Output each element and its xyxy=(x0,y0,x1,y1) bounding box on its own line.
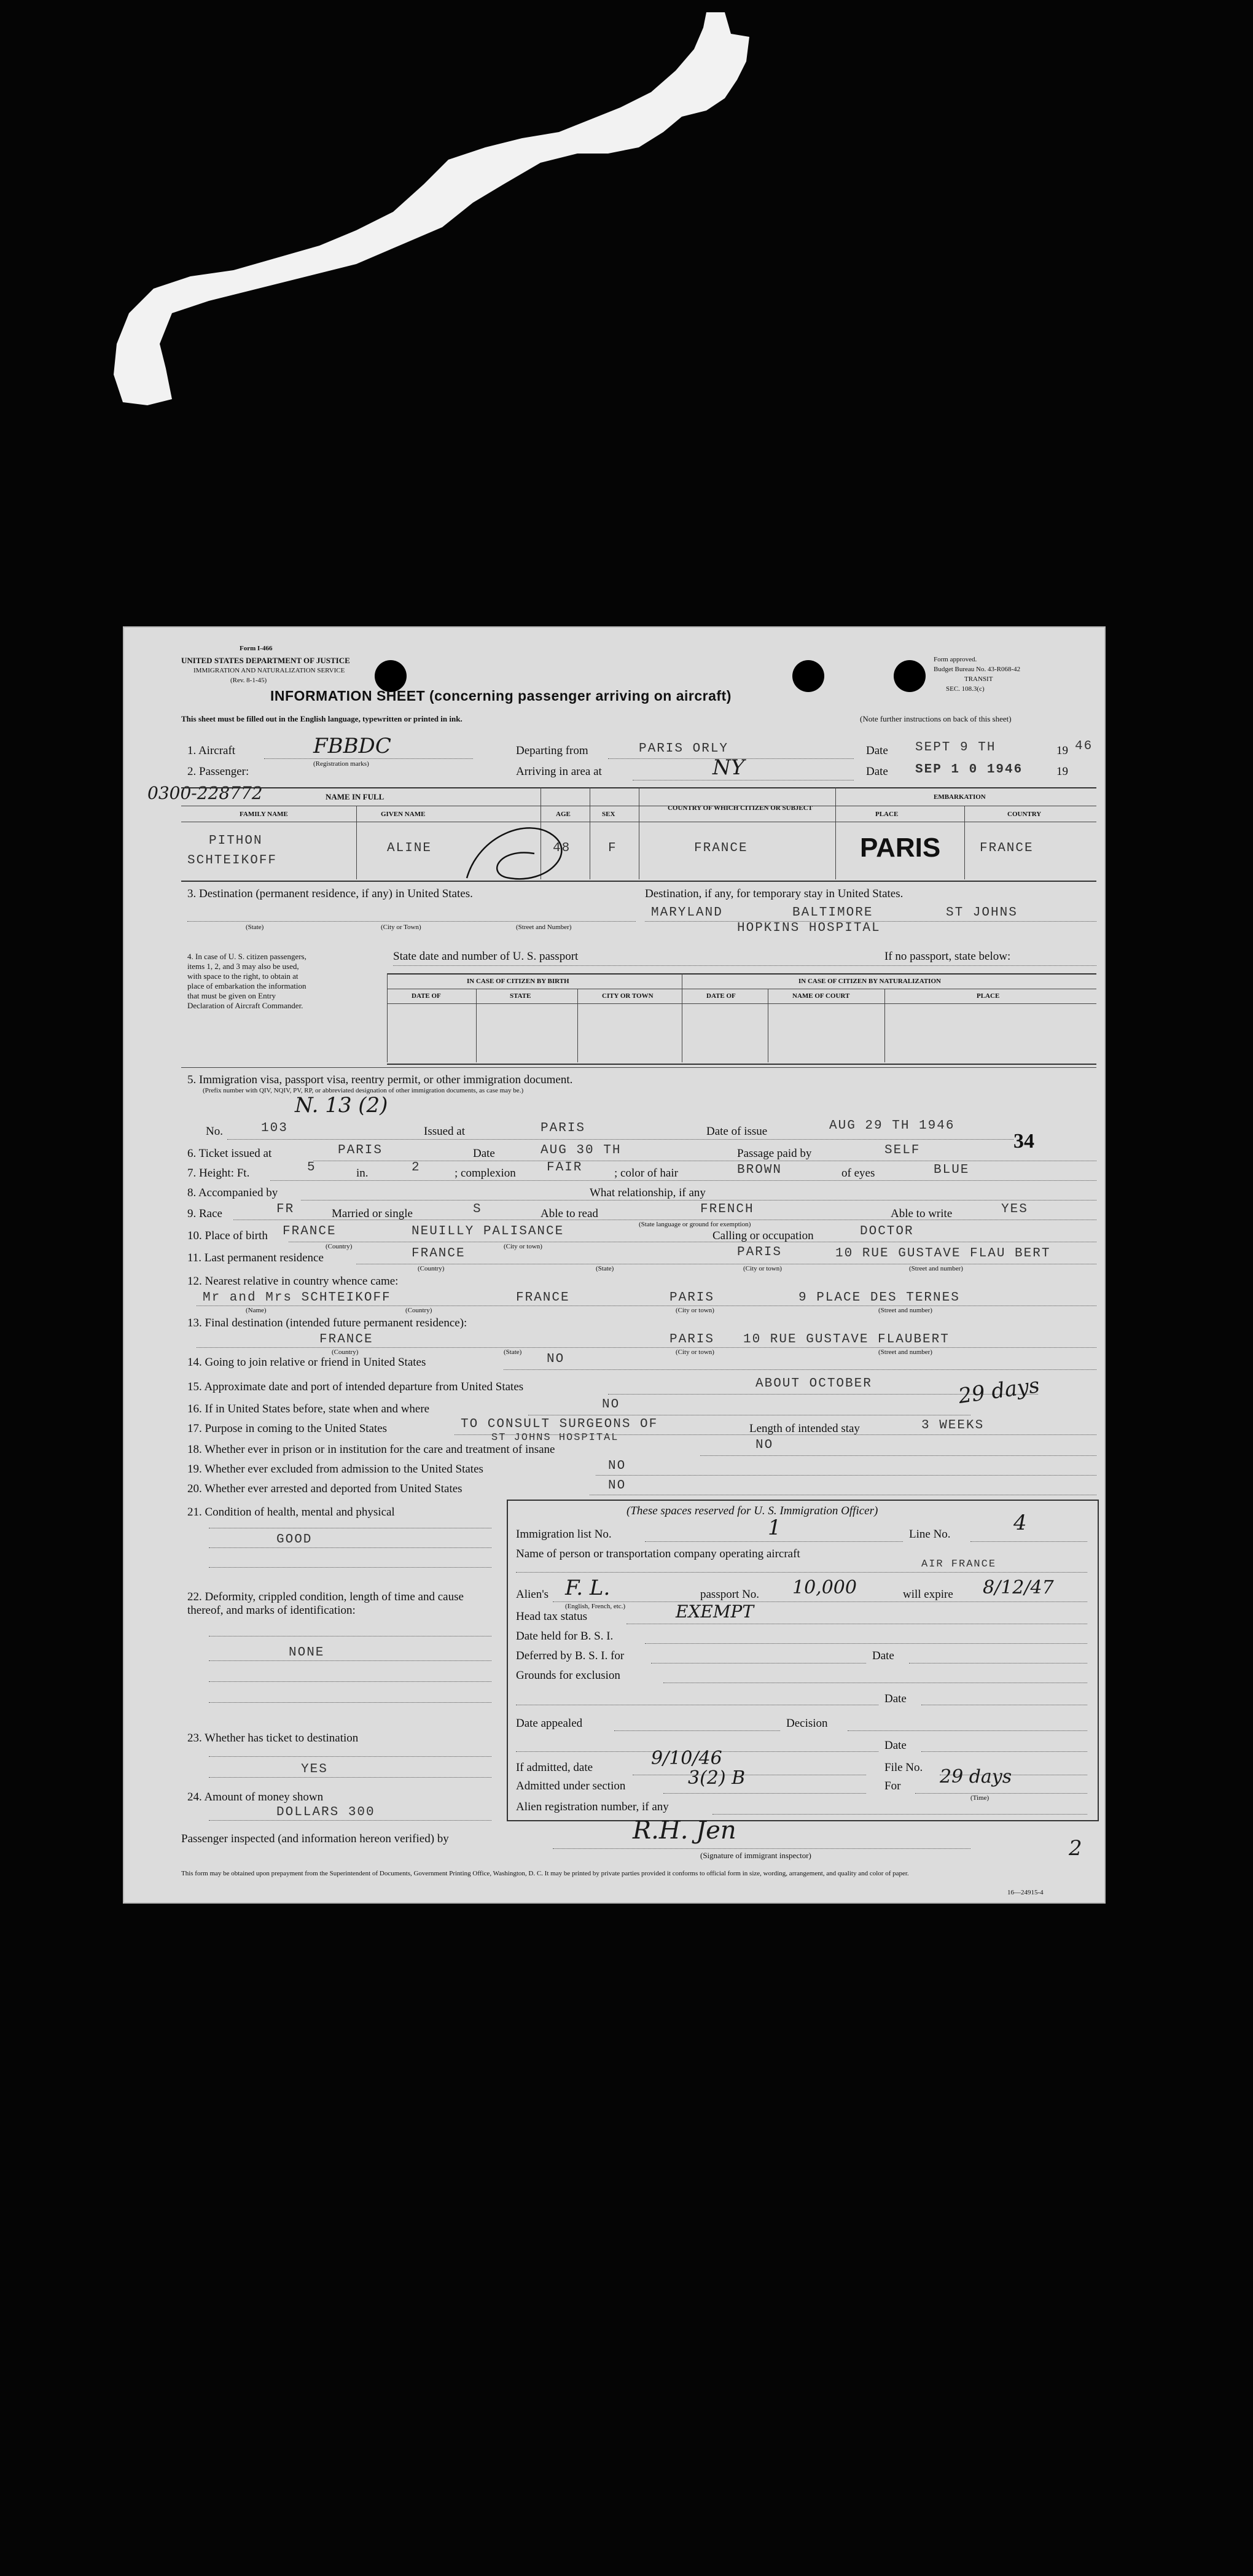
nat-place-col: PLACE xyxy=(977,992,1000,1000)
given-name-value: ALINE xyxy=(387,841,432,855)
arrival-date-stamp: SEP 1 0 1946 xyxy=(915,763,1023,777)
state-caption-3: (State) xyxy=(504,1348,522,1356)
join-relative-label: 14. Going to join relative or friend in United States xyxy=(187,1356,426,1369)
prison-value: NO xyxy=(755,1438,774,1452)
health-label: 21. Condition of health, mental and physical xyxy=(187,1506,395,1519)
visa-no-label: No. xyxy=(206,1125,223,1138)
given-name-header: GIVEN NAME xyxy=(381,811,426,818)
language-caption: (State language or ground for exemption) xyxy=(639,1221,751,1228)
read-label: Able to read xyxy=(541,1207,598,1220)
birthplace-label: 10. Place of birth xyxy=(187,1229,268,1242)
line-no-value: 4 xyxy=(1013,1511,1027,1535)
budget-bureau: Budget Bureau No. 43-R068-42 xyxy=(934,666,1021,673)
complexion-value: FAIR xyxy=(547,1161,583,1175)
relative-label: 12. Nearest relative in country whence came: xyxy=(187,1275,399,1288)
will-expire-value: 8/12/47 xyxy=(983,1577,1054,1598)
form-number: Form I-466 xyxy=(240,645,273,652)
sex-header: SEX xyxy=(602,811,615,818)
back-instruction: (Note further instructions on back of this sheet) xyxy=(860,714,1012,723)
embark-place-value: PARIS xyxy=(860,833,941,863)
embark-country-value: FRANCE xyxy=(980,841,1034,855)
aliens-label: Alien's xyxy=(516,1588,549,1601)
hair-label: ; color of hair xyxy=(614,1167,678,1180)
health-value: GOOD xyxy=(276,1533,313,1547)
ticket-destination-value: YES xyxy=(301,1762,328,1776)
company-label: Name of person or transportation company operating aircraft xyxy=(516,1547,800,1560)
no-passport-label: If no passport, state below: xyxy=(884,950,1011,963)
item5-label: 5. Immigration visa, passport visa, reentry permit, or other immigration document. xyxy=(187,1073,573,1086)
decision-date-label: Date xyxy=(884,1739,907,1752)
stamp-34: 34 xyxy=(1013,1130,1034,1153)
deferred-label: Deferred by B. S. I. for xyxy=(516,1649,625,1662)
footer-note: This form may be obtained upon prepayment from the Superintendent of Documents, Government Printing Office, Washington, D. C. It may be printed by private parties provided it conforms to official form in size, wording, arrangement, and quality and color of paper. xyxy=(181,1870,909,1877)
year-prefix-2: 19 xyxy=(1056,765,1068,778)
country-caption-4: (Country) xyxy=(332,1348,359,1356)
street-caption: (Street and Number) xyxy=(516,924,572,931)
birth-country-value: FRANCE xyxy=(283,1224,337,1239)
last-city-value: PARIS xyxy=(737,1245,783,1259)
write-value: YES xyxy=(1001,1202,1028,1216)
deferred-date-label: Date xyxy=(872,1649,894,1662)
list-no-value: 1 xyxy=(768,1516,781,1540)
write-label: Able to write xyxy=(891,1207,953,1220)
last-country-value: FRANCE xyxy=(412,1247,466,1261)
age-header: AGE xyxy=(556,811,571,818)
final-destination-label: 13. Final destination (intended future permanent residence): xyxy=(187,1317,467,1329)
country-caption-2: (Country) xyxy=(418,1265,445,1272)
date-appealed-label: Date appealed xyxy=(516,1717,583,1730)
destination-label: 3. Destination (permanent residence, if any) in United States. xyxy=(187,887,473,900)
arriving-label: Arriving in area at xyxy=(516,765,602,778)
file-number: 0300-228772 xyxy=(147,783,263,803)
read-value: FRENCH xyxy=(700,1202,754,1216)
street-caption-4: (Street and number) xyxy=(878,1348,932,1356)
section-value: 3(2) B xyxy=(688,1767,746,1789)
grounds-label: Grounds for exclusion xyxy=(516,1669,620,1682)
relationship-label: What relationship, if any xyxy=(590,1186,706,1199)
money-value: DOLLARS 300 xyxy=(276,1805,375,1819)
country-caption-3: (Country) xyxy=(405,1307,432,1314)
birth-state-col: STATE xyxy=(510,992,531,1000)
race-value: FR xyxy=(276,1202,295,1216)
company-value: AIR FRANCE xyxy=(921,1558,997,1570)
relative-name-value: Mr and Mrs SCHTEIKOFF xyxy=(203,1291,391,1305)
state-caption: (State) xyxy=(246,924,264,931)
deformity-value: NONE xyxy=(289,1646,325,1660)
temp-street-value: ST JOHNS xyxy=(946,906,1018,920)
form-approved: Form approved. xyxy=(934,656,977,663)
corner-mark: 2 xyxy=(1069,1836,1082,1861)
date-label: Date xyxy=(866,744,888,757)
departing-value: PARIS ORLY xyxy=(639,742,729,756)
year-value: 46 xyxy=(1075,739,1093,753)
for-value: 29 days xyxy=(940,1766,1012,1788)
admitted-date-label: If admitted, date xyxy=(516,1761,593,1774)
eyes-label: of eyes xyxy=(841,1167,875,1180)
paid-by-label: Passage paid by xyxy=(737,1147,812,1160)
final-city-value: PARIS xyxy=(669,1333,715,1347)
married-label: Married or single xyxy=(332,1207,413,1220)
last-street-value: 10 RUE GUSTAVE FLAU BERT xyxy=(835,1247,1051,1261)
item4-text: 4. In case of U. S. citizen passengers, items 1, 2, and 3 may also be used, with space to the right, to obtain at place of embarkation the information that must be given on Entry Declaration of Aircraft Commander. xyxy=(187,952,306,1010)
hair-value: BROWN xyxy=(737,1163,783,1177)
passenger-label: 2. Passenger: xyxy=(187,765,249,778)
registration-marks-caption: (Registration marks) xyxy=(313,760,369,768)
decision-label: Decision xyxy=(786,1717,828,1730)
eyes-value: BLUE xyxy=(934,1163,970,1177)
ticket-value: PARIS xyxy=(338,1143,383,1158)
head-tax-value: EXEMPT xyxy=(676,1601,754,1622)
name-caption: (Name) xyxy=(246,1307,267,1314)
temp-destination-label: Destination, if any, for temporary stay in United States. xyxy=(645,887,904,900)
calling-value: DOCTOR xyxy=(860,1224,914,1239)
prison-label: 18. Whether ever in prison or in institution for the care and treatment of insane xyxy=(187,1443,555,1456)
departure-label: 15. Approximate date and port of intended departure from United States xyxy=(187,1380,524,1393)
purpose-value-2: ST JOHNS HOSPITAL xyxy=(491,1432,619,1444)
inches-label: in. xyxy=(356,1167,369,1180)
naturalization-header: IN CASE OF CITIZEN BY NATURALIZATION xyxy=(798,978,941,985)
join-relative-value: NO xyxy=(547,1352,565,1366)
city-caption: (City or Town) xyxy=(381,924,421,931)
arriving-value: NY xyxy=(712,755,745,780)
country-header: COUNTRY xyxy=(1007,811,1042,818)
form-title: INFORMATION SHEET (concerning passenger arriving on aircraft) xyxy=(270,688,732,704)
revision-date: (Rev. 8-1-45) xyxy=(230,677,267,684)
issued-at-value: PARIS xyxy=(541,1121,586,1135)
service-name: IMMIGRATION AND NATURALIZATION SERVICE xyxy=(193,667,345,674)
alien-registration-label: Alien registration number, if any xyxy=(516,1800,669,1813)
calling-label: Calling or occupation xyxy=(712,1229,814,1242)
birth-city-value: NEUILLY PALISANCE xyxy=(412,1224,564,1239)
torn-paper-scrap xyxy=(0,0,1253,430)
aircraft-value: FBBDC xyxy=(313,734,391,758)
paid-by-value: SELF xyxy=(884,1143,921,1158)
height-label: 7. Height: Ft. xyxy=(187,1167,250,1180)
for-label: For xyxy=(884,1780,901,1792)
temp-street-value-2: HOPKINS HOSPITAL xyxy=(737,921,881,935)
date-held-label: Date held for B. S. I. xyxy=(516,1630,614,1643)
place-header: PLACE xyxy=(875,811,899,818)
nat-date-col: DATE OF xyxy=(706,992,736,1000)
ticket-date-value: AUG 30 TH xyxy=(541,1143,622,1158)
departure-date: SEPT 9 TH xyxy=(915,741,996,755)
married-value: S xyxy=(473,1202,482,1216)
inspected-label: Passenger inspected (and information hereon verified) by xyxy=(181,1832,449,1845)
race-label: 9. Race xyxy=(187,1207,222,1220)
department-name: UNITED STATES DEPARTMENT OF JUSTICE xyxy=(181,656,350,665)
relative-city-value: PARIS xyxy=(669,1291,715,1305)
form-code: 16—24915-4 xyxy=(1007,1889,1044,1896)
time-caption: (Time) xyxy=(970,1794,990,1802)
admitted-date-value: 9/10/46 xyxy=(651,1748,722,1769)
departure-value: ABOUT OCTOBER xyxy=(755,1377,872,1391)
family-name-header: FAMILY NAME xyxy=(240,811,288,818)
ticket-date-label: Date xyxy=(473,1147,495,1160)
will-expire-label: will expire xyxy=(903,1588,953,1601)
family-name-value-2: SCHTEIKOFF xyxy=(187,854,278,868)
date-of-issue-label: Date of issue xyxy=(706,1125,768,1138)
height-ft-value: 5 xyxy=(307,1161,316,1175)
city-caption-3: (City or town) xyxy=(743,1265,782,1272)
handwritten-days: 29 days xyxy=(956,1372,1041,1409)
before-label: 16. If in United States before, state when and where xyxy=(187,1403,430,1415)
deported-value: NO xyxy=(608,1479,626,1493)
passport-no-label: passport No. xyxy=(700,1588,760,1601)
excluded-label: 19. Whether ever excluded from admission to the United States xyxy=(187,1463,483,1476)
family-name-value: PITHON xyxy=(209,834,263,848)
transit-stamp: TRANSIT xyxy=(964,675,993,683)
sex-value: F xyxy=(608,841,617,855)
citizen-header: COUNTRY OF WHICH CITIZEN OR SUBJECT xyxy=(667,804,813,812)
passport-no-value: 10,000 xyxy=(792,1577,857,1598)
stay-value: 3 WEEKS xyxy=(921,1418,985,1433)
last-residence-label: 11. Last permanent residence xyxy=(187,1251,324,1264)
aliens-caption: (English, French, etc.) xyxy=(565,1603,626,1610)
grounds-date-label: Date xyxy=(884,1692,907,1705)
birth-date-col: DATE OF xyxy=(412,992,441,1000)
relative-street-value: 9 PLACE DES TERNES xyxy=(798,1291,960,1305)
street-caption-3: (Street and number) xyxy=(878,1307,932,1314)
ticket-destination-label: 23. Whether has ticket to destination xyxy=(187,1732,359,1745)
before-value: NO xyxy=(602,1398,620,1412)
departing-label: Departing from xyxy=(516,744,588,757)
inspector-signature: R.H. Jen xyxy=(633,1816,736,1845)
birth-city-col: CITY OR TOWN xyxy=(602,992,654,1000)
deported-label: 20. Whether ever arrested and deported from United States xyxy=(187,1482,463,1495)
purpose-label: 17. Purpose in coming to the United States xyxy=(187,1422,388,1435)
aircraft-label: 1. Aircraft xyxy=(187,744,236,757)
inches-value: 2 xyxy=(412,1161,421,1175)
age-value: 48 xyxy=(553,841,571,855)
item5-caption: (Prefix number with QIV, NQIV, PV, RP, or abbreviated designation of other immigration documents, as case may be.) xyxy=(203,1087,524,1094)
officer-box-title: (These spaces reserved for U. S. Immigration Officer) xyxy=(626,1504,878,1517)
aliens-value: F. L. xyxy=(565,1576,611,1600)
name-in-full-header: NAME IN FULL xyxy=(326,792,384,801)
punch-hole xyxy=(792,660,824,692)
signature-caption: (Signature of immigrant inspector) xyxy=(700,1851,811,1860)
admitted-under-label: Admitted under section xyxy=(516,1780,626,1792)
street-caption-2: (Street and number) xyxy=(909,1265,963,1272)
nat-court-col: NAME OF COURT xyxy=(792,992,850,1000)
year-prefix: 19 xyxy=(1056,744,1068,757)
embarkation-header: EMBARKATION xyxy=(934,793,986,801)
handwritten-scribble xyxy=(455,811,590,897)
section-ref: SEC. 108.3(c) xyxy=(946,685,985,693)
city-caption-5: (City or town) xyxy=(676,1348,714,1356)
date-of-issue-value: AUG 29 TH 1946 xyxy=(829,1119,955,1133)
money-label: 24. Amount of money shown xyxy=(187,1791,324,1804)
visa-no-value: 103 xyxy=(261,1121,288,1135)
passport-date-label: State date and number of U. S. passport xyxy=(393,950,579,963)
date-label-2: Date xyxy=(866,765,888,778)
line-no-label: Line No. xyxy=(909,1528,951,1541)
purpose-value: TO CONSULT SURGEONS OF xyxy=(461,1417,658,1431)
temp-city-value: BALTIMORE xyxy=(792,906,873,920)
temp-state-value: MARYLAND xyxy=(651,906,723,920)
punch-hole xyxy=(894,660,926,692)
final-country-value: FRANCE xyxy=(319,1333,373,1347)
head-tax-label: Head tax status xyxy=(516,1610,588,1623)
language-instruction: This sheet must be filled out in the English language, typewritten or printed in ink. xyxy=(181,714,463,723)
visa-handwritten: N. 13 (2) xyxy=(295,1093,388,1118)
accompanied-label: 8. Accompanied by xyxy=(187,1186,278,1199)
excluded-value: NO xyxy=(608,1459,626,1473)
ticket-label: 6. Ticket issued at xyxy=(187,1147,272,1160)
final-street-value: 10 RUE GUSTAVE FLAUBERT xyxy=(743,1333,950,1347)
state-caption-2: (State) xyxy=(596,1265,614,1272)
information-sheet xyxy=(123,626,1106,1904)
complexion-label: ; complexion xyxy=(455,1167,516,1180)
stay-label: Length of intended stay xyxy=(749,1422,860,1435)
relative-country-value: FRANCE xyxy=(516,1291,570,1305)
deformity-label: 22. Deformity, crippled condition, length of time and cause thereof, and marks of identification: xyxy=(187,1590,464,1617)
city-caption-4: (City or town) xyxy=(676,1307,714,1314)
citizen-value: FRANCE xyxy=(694,841,748,855)
file-no-label: File No. xyxy=(884,1761,923,1774)
list-no-label: Immigration list No. xyxy=(516,1528,612,1541)
country-caption: (Country) xyxy=(326,1243,353,1250)
city-caption-2: (City or town) xyxy=(504,1243,542,1250)
issued-at-label: Issued at xyxy=(424,1125,466,1138)
birth-header: IN CASE OF CITIZEN BY BIRTH xyxy=(467,978,569,985)
